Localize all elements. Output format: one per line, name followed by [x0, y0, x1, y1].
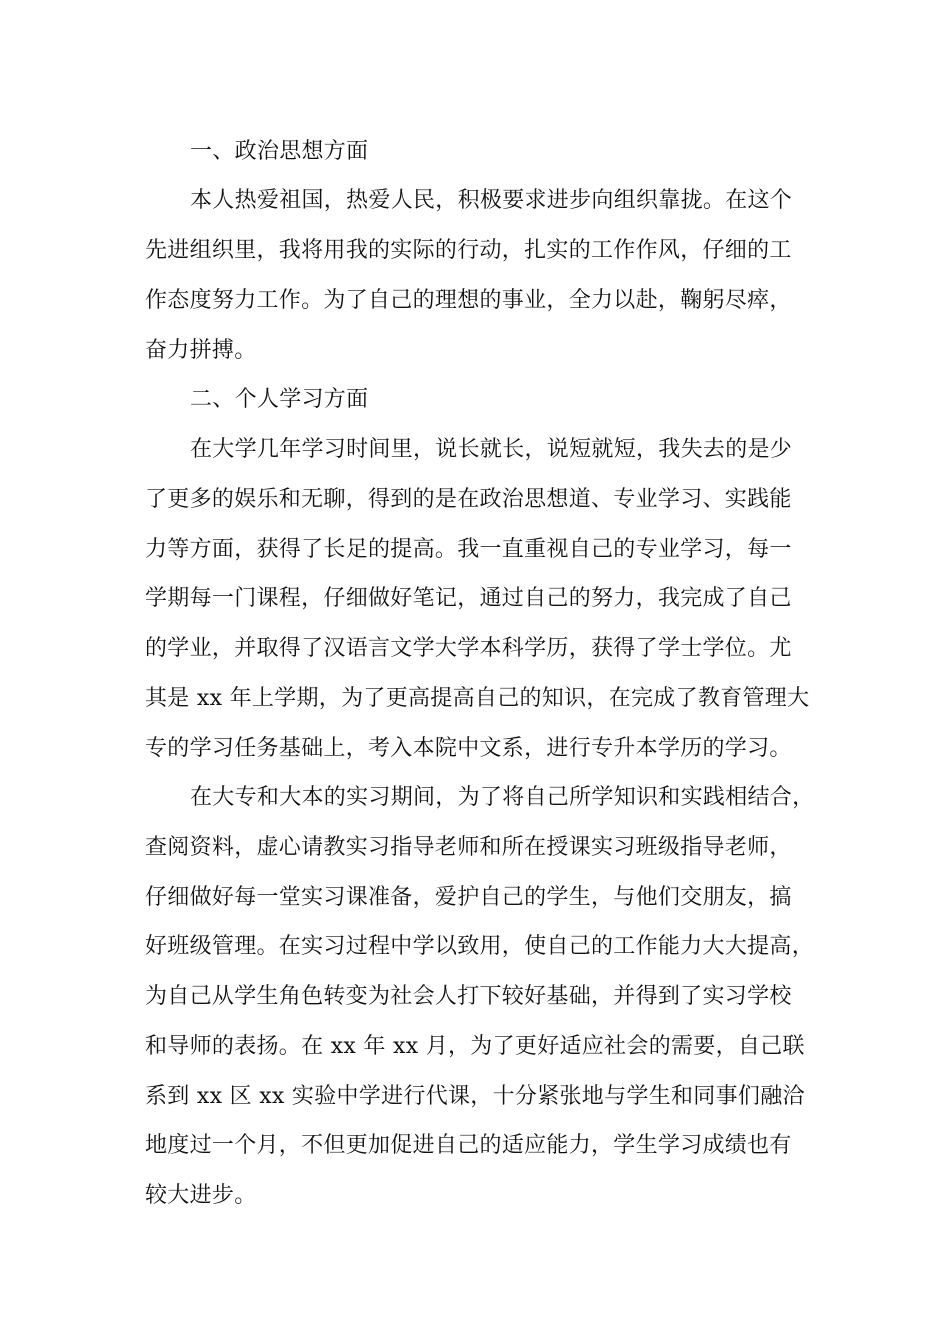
paragraph-line: 好班级管理。在实习过程中学以致用，使自己的工作能力大大提高，: [145, 934, 815, 959]
paragraph-line: 为自己从学生角色转变为社会人打下较好基础，并得到了实习学校: [145, 984, 792, 1009]
paragraph-line: 在大专和大本的实习期间，为了将自己所学知识和实践相结合，: [190, 785, 815, 810]
paragraph-line: 先进组织里，我将用我的实际的行动，扎实的工作作风，仔细的工: [145, 238, 792, 263]
paragraph-line: 本人热爱祖国，热爱人民，积极要求进步向组织靠拢。在这个: [190, 188, 793, 213]
section-heading-politics: 一、政治思想方面: [190, 139, 369, 164]
paragraph-line: 仔细做好每一堂实习课准备，爱护自己的学生，与他们交朋友，搞: [145, 885, 792, 910]
paragraph-line: 较大进步。: [145, 1183, 257, 1208]
paragraph-line: 的学业，并取得了汉语言文学大学本科学历，获得了学士学位。尤: [145, 636, 792, 661]
paragraph-line: 其是 xx 年上学期，为了更高提高自己的知识，在完成了教育管理大: [145, 686, 810, 711]
section-heading-study: 二、个人学习方面: [190, 387, 369, 412]
paragraph-line: 专的学习任务基础上，考入本院中文系，进行专升本学历的学习。: [145, 736, 792, 761]
paragraph-line: 力等方面，获得了长足的提高。我一直重视自己的专业学习，每一: [145, 537, 792, 562]
paragraph-line: 和导师的表扬。在 xx 年 xx 月，为了更好适应社会的需要，自己联: [145, 1034, 805, 1059]
paragraph-line: 系到 xx 区 xx 实验中学进行代课，十分紧张地与学生和同事们融洽: [145, 1084, 805, 1109]
paragraph-line: 查阅资料，虚心请教实习指导老师和所在授课实习班级指导老师，: [145, 835, 792, 860]
paragraph-line: 作态度努力工作。为了自己的理想的事业，全力以赴，鞠躬尽瘁，: [145, 288, 792, 313]
paragraph-line: 地度过一个月，不但更加促进自己的适应能力，学生学习成绩也有: [145, 1133, 792, 1158]
paragraph-line: 奋力拼搏。: [145, 338, 257, 363]
paragraph-line: 了更多的娱乐和无聊，得到的是在政治思想道、专业学习、实践能: [145, 487, 792, 512]
paragraph-line: 在大学几年学习时间里，说长就长，说短就短，我失去的是少: [190, 437, 793, 462]
paragraph-line: 学期每一门课程，仔细做好笔记，通过自己的努力，我完成了自己: [145, 586, 792, 611]
